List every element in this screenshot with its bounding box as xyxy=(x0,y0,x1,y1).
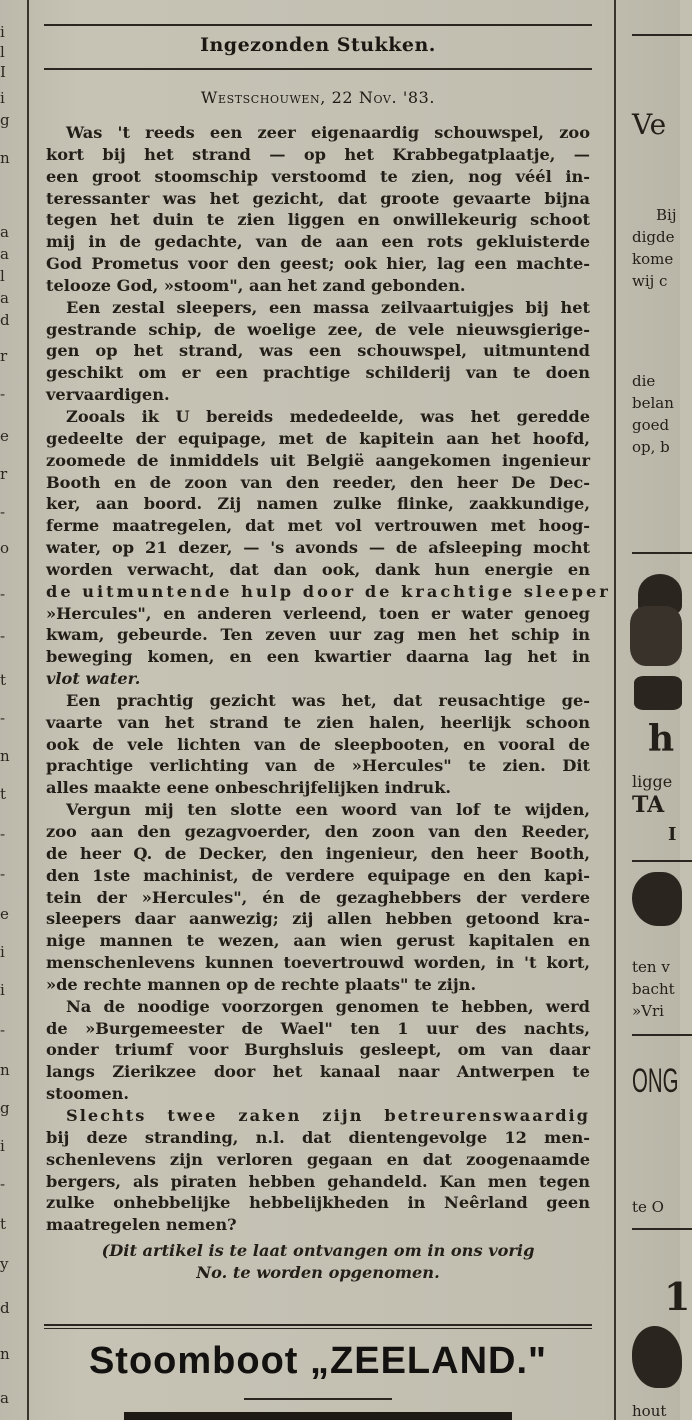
right-column-fragment xyxy=(628,0,691,1420)
left-fragment: e xyxy=(0,905,9,923)
text-line: prachtige verlichting van de »Hercules" te zien. Dit xyxy=(46,756,590,776)
left-fragment: y xyxy=(0,1255,9,1273)
text-line: langs Zierikzee door het kanaal naar Antwerpen te xyxy=(46,1062,590,1082)
left-fragment: n xyxy=(0,747,10,765)
text-line: beweging komen, en een kwartier daarna lag het in xyxy=(46,647,590,667)
editor-note-line: No. te worden opgenomen. xyxy=(196,1262,440,1282)
left-fragment: e xyxy=(0,427,9,445)
text-line: teressanter was het gezicht, dat groote gevaarte bijna xyxy=(46,188,590,208)
left-fragment: - xyxy=(0,385,6,403)
right-fragment: TA xyxy=(632,792,665,818)
left-fragment: - xyxy=(0,825,6,843)
column-rule-right xyxy=(614,0,616,1420)
ornament-image xyxy=(634,676,682,710)
left-fragment: - xyxy=(0,585,6,603)
text-line: de uitmuntende hulp door de krachtige sleeper xyxy=(46,581,611,601)
text-line: Zooals ik U bereids mededeelde, was het geredde xyxy=(66,406,590,426)
text-line: schenlevens zijn verloren gegaan en dat zoogenaamde xyxy=(46,1149,590,1169)
left-fragment: r xyxy=(0,465,8,483)
left-fragment: i xyxy=(0,1137,5,1155)
text-line: vervaardigen. xyxy=(46,385,170,405)
left-fragment: a xyxy=(0,223,9,241)
text-line: mij in de gedachte, van de aan een rots gekluisterde xyxy=(46,232,590,252)
right-fragment: h xyxy=(648,718,675,760)
left-fragment: n xyxy=(0,1061,10,1079)
left-fragment: a xyxy=(0,289,9,307)
right-fragment: belan xyxy=(632,394,674,412)
text-line: de »Burgemeester de Wael" ten 1 uur des nachts, xyxy=(46,1018,590,1038)
left-fragment: I xyxy=(0,63,6,81)
text-line: ferme maatregelen, dat met vol vertrouwen met hoog- xyxy=(46,516,590,536)
right-fragment: »Vri xyxy=(632,1002,664,1020)
right-fragment: 1 xyxy=(664,1274,691,1319)
text-line: worden verwacht, dat dan ook, dank hun energie en xyxy=(46,559,590,579)
text-line: water, op 21 dezer, — 's avonds — de afsleeping mocht xyxy=(46,538,590,558)
text-line: den 1ste machinist, de verdere equipage en den kapi- xyxy=(46,865,590,885)
left-fragment: - xyxy=(0,865,6,883)
right-fragment: kome xyxy=(632,250,674,268)
right-fragment: te O xyxy=(632,1198,664,1216)
text-line: ook de vele lichten van de sleepbooten, en vooral de xyxy=(46,734,590,754)
text-line: stoomen. xyxy=(46,1084,130,1104)
ornament-image xyxy=(630,606,682,666)
left-column-fragment xyxy=(0,0,22,1420)
left-fragment: d xyxy=(0,311,10,329)
text-line: Vergun mij ten slotte een woord van lof te wijden, xyxy=(66,800,590,820)
text-line: nige mannen te wezen, aan wien gerust kapitalen en xyxy=(46,931,590,951)
right-fragment: die xyxy=(632,372,656,390)
text-line: gedeelte der equipage, met de kapitein aan het hoofd, xyxy=(46,428,590,448)
advert-title: Stoomboot „ZEELAND." xyxy=(88,1340,548,1382)
left-fragment: l xyxy=(0,43,5,61)
left-fragment: n xyxy=(0,149,10,167)
advert-next-heading-fragment xyxy=(124,1412,512,1420)
text-line: alles maakte eene onbeschrijfelijken indruk. xyxy=(46,778,452,798)
left-fragment: t xyxy=(0,671,7,689)
section-title: Ingezonden Stukken. xyxy=(200,34,436,56)
text-line: gen op het strand, was een schouwspel, uitmuntend xyxy=(46,341,590,361)
text-line: geschikt om er een prachtige schilderij van te doen xyxy=(46,363,590,383)
advert-short-rule xyxy=(244,1398,392,1400)
right-fragment: Bij xyxy=(656,206,677,224)
left-fragment: i xyxy=(0,89,5,107)
right-fragment: Ve xyxy=(632,108,667,141)
text-line: zoo aan den gezagvoerder, den zoon van den Reeder, xyxy=(46,822,590,841)
text-line: menschenlevens kunnen toevertrouwd worden, in 't kort, xyxy=(46,953,590,973)
text-line: tein der »Hercules", én de gezaghebbers der verdere xyxy=(46,887,590,907)
text-line: zoomede de inmiddels uit België aangekomen ingenieur xyxy=(46,450,590,470)
right-rule xyxy=(632,860,692,862)
editor-note-line: (Dit artikel is te laat ontvangen om in ons vorig xyxy=(101,1241,535,1261)
left-fragment: - xyxy=(0,1021,6,1039)
left-fragment: i xyxy=(0,943,5,961)
text-line: zulke onhebbelijke hebbelijkheden in Neêrland geen xyxy=(46,1193,590,1213)
right-rule xyxy=(632,1034,692,1036)
text-line: »Hercules", en anderen verleend, toen er water genoeg xyxy=(46,603,590,623)
section-rule xyxy=(44,68,592,70)
left-fragment: n xyxy=(0,1345,10,1363)
left-fragment: g xyxy=(0,111,10,129)
text-line: Slechts twee zaken zijn betreurenswaardig xyxy=(66,1105,590,1125)
text-line: vlot water. xyxy=(46,669,141,689)
left-fragment: g xyxy=(0,1099,10,1117)
text-line: tegen het duin te zien liggen en onwillekeurig schoot xyxy=(46,210,590,230)
ornament-image xyxy=(632,1326,682,1388)
text-line: onder triumf voor Burghsluis gesleept, om van daar xyxy=(46,1040,590,1060)
right-fragment: op, b xyxy=(632,438,670,456)
text-line: Booth en de zoon van den reeder, den heer De Dec- xyxy=(46,472,590,492)
text-line: kwam, gebeurde. Ten zeven uur zag men het schip in xyxy=(46,625,590,645)
right-fragment: wij c xyxy=(632,272,668,290)
left-fragment: a xyxy=(0,1389,9,1407)
right-fragment: goed xyxy=(632,416,670,434)
text-line: »de rechte mannen op de rechte plaats" te zijn. xyxy=(46,974,477,994)
text-line: bij deze stranding, n.l. dat dientengevolge 12 men- xyxy=(46,1127,590,1147)
right-rule xyxy=(632,34,692,36)
right-fragment: ten v xyxy=(632,958,670,976)
text-line: bergers, als piraten hebben gehandeld. Kan men tegen xyxy=(46,1171,590,1191)
text-line: Een prachtig gezicht was het, dat reusachtige ge- xyxy=(66,690,590,710)
left-fragment: i xyxy=(0,23,5,41)
advert-top-rule-thin xyxy=(44,1328,592,1329)
left-fragment: l xyxy=(0,267,5,285)
text-line: een groot stoomschip verstoomd te zien, nog véél in- xyxy=(46,166,590,186)
left-fragment: d xyxy=(0,1299,10,1317)
right-fragment: bacht xyxy=(632,980,675,998)
right-fragment: hout xyxy=(632,1402,667,1420)
right-fragment: I xyxy=(668,824,677,845)
left-fragment: t xyxy=(0,785,7,803)
text-line: telooze God, »stoom", aan het zand gebonden. xyxy=(46,275,466,295)
text-line: Was 't reeds een zeer eigenaardig schouwspel, zoo xyxy=(66,123,590,142)
right-rule xyxy=(632,1228,692,1230)
left-fragment: - xyxy=(0,503,6,521)
ornament-image xyxy=(632,872,682,926)
advert-top-rule xyxy=(44,1324,592,1326)
text-line: de heer Q. de Decker, den ingenieur, den heer Booth, xyxy=(46,843,590,863)
left-fragment: a xyxy=(0,245,9,263)
text-line: vaarte van het strand te zien halen, heerlijk schoon xyxy=(46,712,590,732)
right-fragment: digde xyxy=(632,228,675,246)
text-line: maatregelen nemen? xyxy=(46,1215,237,1235)
left-fragment: - xyxy=(0,627,6,645)
text-line: ker, aan boord. Zij namen zulke flinke, zaakkundige, xyxy=(46,494,590,514)
left-fragment: o xyxy=(0,539,10,557)
left-fragment: - xyxy=(0,709,6,727)
text-line: Een zestal sleepers, een massa zeilvaartuigjes bij het xyxy=(66,297,590,317)
text-line: sleepers daar aanwezig; zij allen hebben getoond kra- xyxy=(46,909,590,929)
left-fragment: i xyxy=(0,981,5,999)
right-fragment: ONG xyxy=(632,1062,679,1100)
left-fragment: t xyxy=(0,1215,7,1233)
left-fragment: r xyxy=(0,347,8,365)
dateline: Westschouwen, 22 Nov. '83. xyxy=(200,88,436,107)
right-fragment: ligge xyxy=(632,772,673,791)
text-line: God Prometus voor den geest; ook hier, lag een machte- xyxy=(46,254,590,274)
top-rule xyxy=(44,24,592,26)
right-rule xyxy=(632,552,692,554)
text-line: kort bij het strand — op het Krabbegatplaatje, — xyxy=(46,144,590,164)
article-body xyxy=(46,122,611,1284)
column-rule-left xyxy=(27,0,29,1420)
text-line: gestrande schip, de woelige zee, de vele nieuwsgierige- xyxy=(46,319,590,339)
text-line: Na de noodige voorzorgen genomen te hebben, werd xyxy=(66,996,590,1016)
left-fragment: - xyxy=(0,1175,6,1193)
article-column xyxy=(44,0,611,1420)
